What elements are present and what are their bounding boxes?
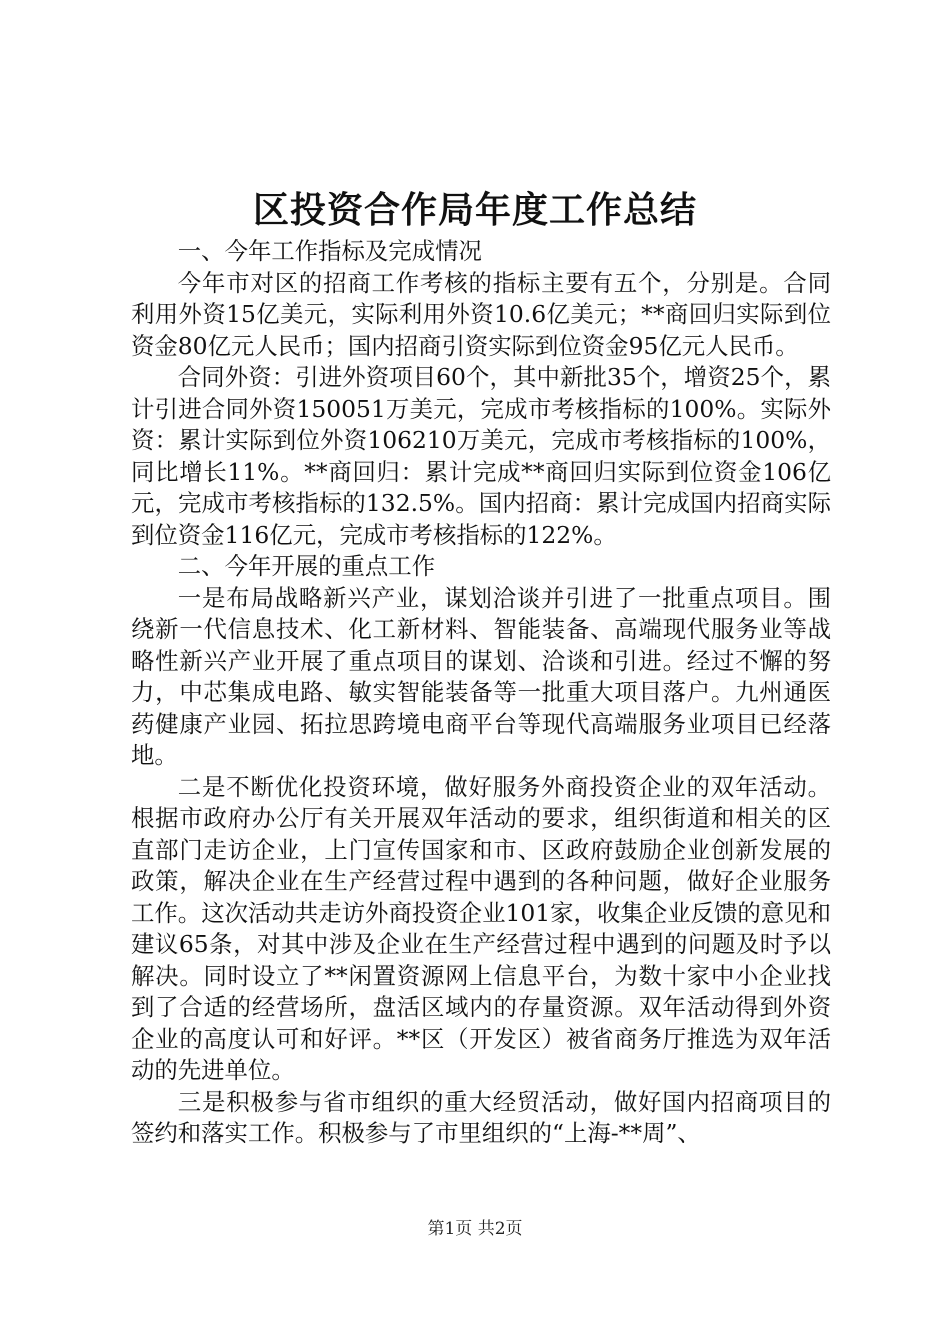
section-heading-1: 一、今年工作指标及完成情况	[177, 237, 482, 265]
section-heading-2: 二、今年开展的重点工作	[177, 552, 436, 580]
page-footer: 第1页 共2页	[427, 1219, 523, 1239]
paragraph-key-work-2: 二是不断优化投资环境，做好服务外商投资企业的双年活动。根据市政府办公厅有关开展双年活动的要求，组织街道和相关的区直部门走访企业，上门宣传国家和市、区政府鼓励企业创新发展的政策，解决企业在生产经营过程中遇到的各种问题，做好企业服务工作。这次活动共走访外商投资企业101家，收集企业反馈的意见和建议65条，对其中涉及企业在生产经营过程中遇到的问题及时予以解决。同时设立了**闲置资源网上信息平台，为数十家中小企业找到了合适的经营场所，盘活区域内的存量资源。双年活动得到外资企业的高度认可和好评。**区（开发区）被省商务厅推选为双年活动的先进单位。	[131, 772, 831, 1084]
paragraph-targets: 今年市对区的招商工作考核的指标主要有五个，分别是。合同利用外资15亿美元，实际利用外资10.6亿美元；**商回归实际到位资金80亿元人民币；国内招商引资实际到位资金95亿元人民币。	[131, 268, 831, 360]
document-title: 区投资合作局年度工作总结	[252, 189, 697, 231]
paragraph-key-work-3: 三是积极参与省市组织的重大经贸活动，做好国内招商项目的签约和落实工作。积极参与了市里组织的“上海-**周”、	[131, 1087, 831, 1147]
paragraph-key-work-1: 一是布局战略新兴产业，谋划洽谈并引进了一批重点项目。围绕新一代信息技术、化工新材料、智能装备、高端现代服务业等战略性新兴产业开展了重点项目的谋划、洽谈和引进。经过不懈的努力，中芯集成电路、敏实智能装备等一批重大项目落户。九州通医药健康产业园、拓拉思跨境电商平台等现代高端服务业项目已经落地。	[131, 583, 831, 769]
paragraph-results: 合同外资：引进外资项目60个，其中新批35个，增资25个，累计引进合同外资150051万美元，完成市考核指标的100%。实际外资：累计实际到位外资106210万美元，完成市考核指标的100%，同比增长11%。**商回归：累计完成**商回归实际到位资金106亿元，完成市考核指标的132.5%。国内招商：累计完成国内招商实际到位资金116亿元，完成市考核指标的122%。	[131, 363, 831, 549]
document-body	[131, 236, 831, 1150]
